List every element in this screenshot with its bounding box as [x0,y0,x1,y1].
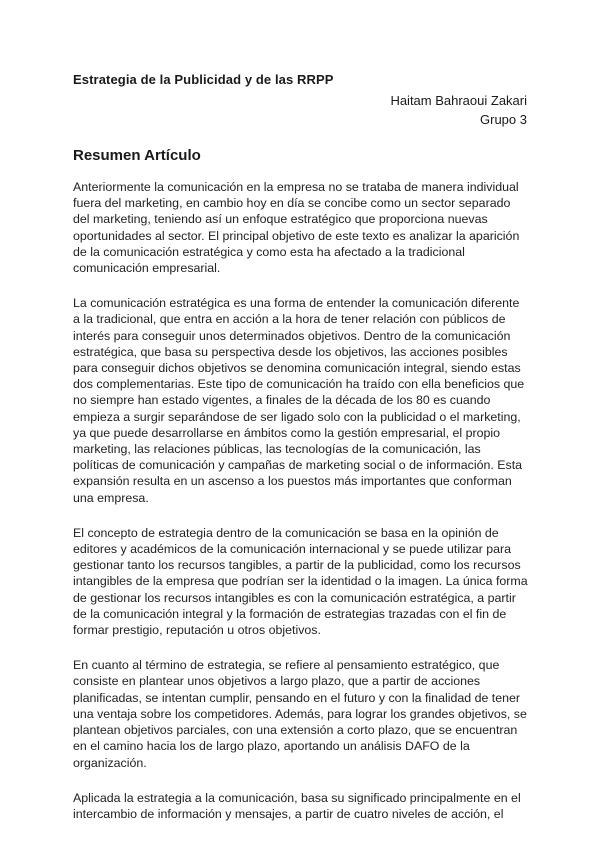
section-heading: Resumen Artículo [73,147,201,164]
group-label: Grupo 3 [480,112,527,127]
document-title: Estrategia de la Publicidad y de las RRPP [73,72,334,87]
paragraph-5: Aplicada la estrategia a la comunicación, basa su significado principalmente en el intercambio de información y mensajes, a partir de cuatro niveles de acción, el [73,790,521,821]
paragraph-4: En cuanto al término de estrategia, se refiere al pensamiento estratégico, que consiste en plantear unos objetivos a largo plazo, que a partir de acciones planificadas, se intentan cumplir, pensando en el futuro y con la finalidad de tener una ventaja sobre los competidores. Además, para lograr los grandes objetivos, se plantean objetivos parciales, con una extensión a corto plazo, que se encuentran en el camino hacia los de largo plazo, aportando un análisis DAFO de la organización. [73,658,527,770]
body-text [73,179,528,841]
author-name: Haitam Bahraoui Zakari [390,93,527,108]
paragraph-3: El concepto de estrategia dentro de la comunicación se basa en la opinión de editores y académicos de la comunicación internacional y se puede utilizar para gestionar tanto los recursos tangibles, a partir de la publicidad, como los recursos intangibles de la empresa que podrían ser la identidad o la imagen. La única forma de gestionar los recursos intangibles es con la comunicación estratégica, a partir de la comunicación integral y la formación de estrategias trazadas con el fin de formar prestigio, reputación u otros objetivos. [73,525,528,638]
author-block [390,91,527,129]
paragraph-2: La comunicación estratégica es una forma de entender la comunicación diferente a la tradicional, que entra en acción a la hora de tener relación con públicos de interés para conseguir unos determinados objetivos. Dentro de la comunicación estratégica, que basa su perspectiva desde los objetivos, las acciones posibles para conseguir dichos objetivos se denomina comunicación integral, siendo estas dos complementarias. Este tipo de comunicación ha traído con ella beneficios que no siempre han estado vigentes, a finales de la década de los 80 es cuando empieza a surgir separándose de ser ligado solo con la publicidad o el marketing, ya que puede desarrollarse en ámbitos como la gestión empresarial, el propio marketing, las relaciones públicas, las tecnologías de la comunicación, las políticas de comunicación y campañas de marketing social o de información. Esta expansión resulta en un ascenso a los puestos más importantes que conforman una empresa. [73,296,525,505]
paragraph-1: Anteriormente la comunicación en la empresa no se trataba de manera individual fuera del marketing, en cambio hoy en día se concibe como un sector separado del marketing, teniendo así un enfoque estratégico que proporciona nuevas oportunidades al sector. El principal objetivo de este texto es analizar la aparición de la comunicación estratégica y como esta ha afectado a la tradicional comunicación empresarial. [73,180,520,276]
